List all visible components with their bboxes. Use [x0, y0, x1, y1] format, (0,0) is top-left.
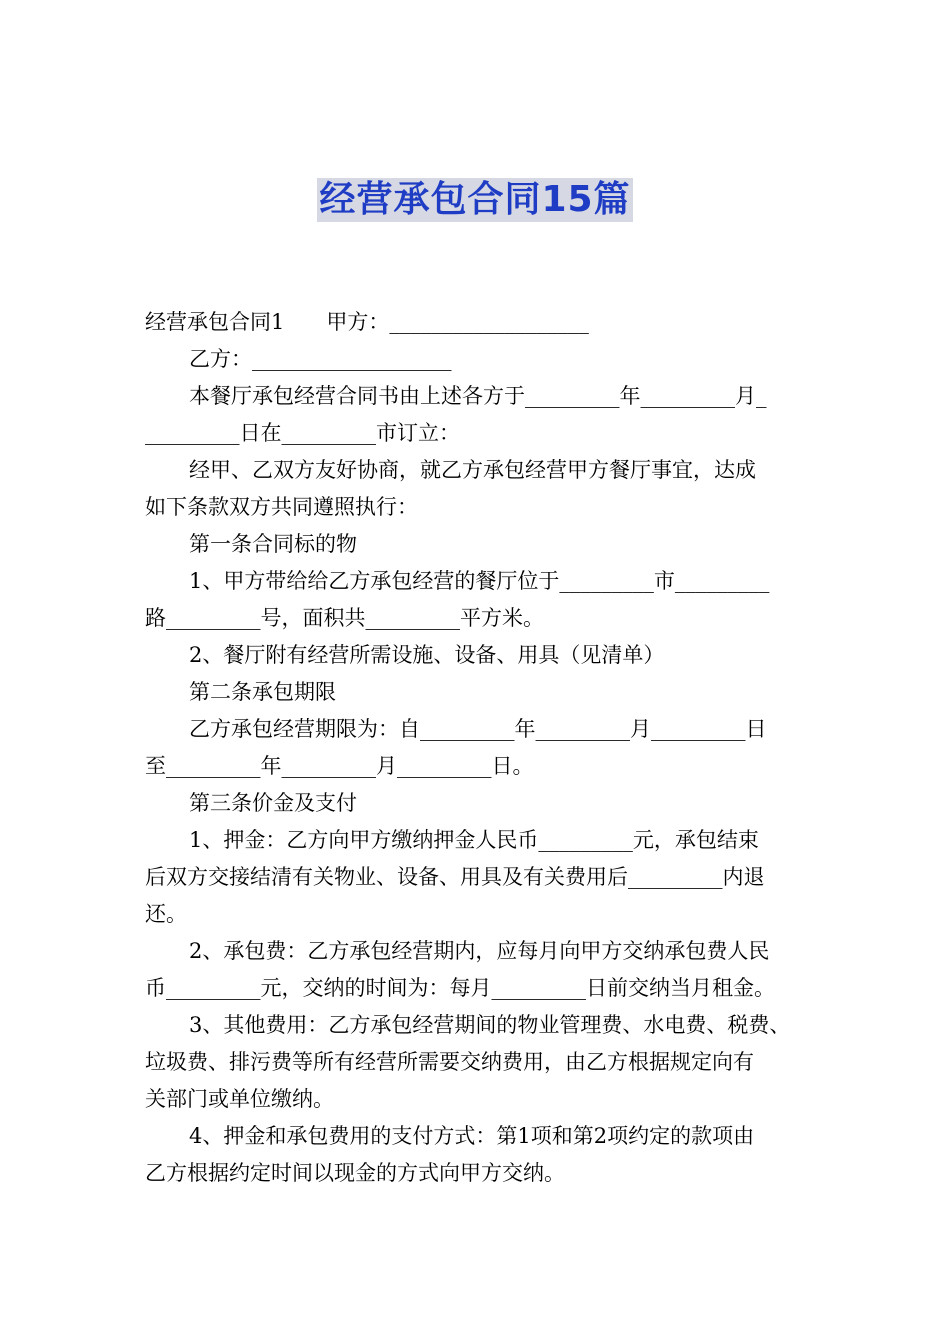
paragraph-line: 如下条款双方共同遵照执行：: [145, 495, 418, 519]
paragraph-line: 乙方根据约定时间以现金的方式向甲方交纳。: [145, 1161, 565, 1185]
paragraph-line: 垃圾费、排污费等所有经营所需要交纳费用，由乙方根据规定向有: [145, 1050, 754, 1074]
paragraph-line: _________日在_________市订立：: [145, 421, 460, 445]
paragraph-line: 4、押金和承包费用的支付方式：第1项和第2项约定的款项由: [189, 1124, 755, 1148]
paragraph-line: 1、押金：乙方向甲方缴纳押金人民币_________元，承包结束: [189, 828, 759, 852]
paragraph-line: 乙方承包经营期限为：自_________年_________月_________日: [189, 717, 767, 741]
paragraph-line: 经甲、乙双方友好协商，就乙方承包经营甲方餐厅事宜，达成: [189, 458, 756, 482]
paragraph-line: 3、其他费用：乙方承包经营期间的物业管理费、水电费、税费、: [189, 1013, 791, 1037]
paragraph-line: 还。: [145, 902, 187, 926]
document-body: [145, 304, 810, 1192]
title-container: [0, 178, 950, 222]
paragraph-line: 2、餐厅附有经营所需设施、设备、用具（见清单）: [189, 643, 665, 667]
paragraph-line: 后双方交接结清有关物业、设备、用具及有关费用后_________内退: [145, 865, 765, 889]
paragraph-line: 经营承包合同1 甲方：___________________: [145, 310, 589, 334]
paragraph-line: 本餐厅承包经营合同书由上述各方于_________年_________月_: [189, 384, 767, 408]
document-title: 经营承包合同15篇: [319, 179, 631, 220]
paragraph-line: 第三条价金及支付: [189, 791, 357, 815]
paragraph-line: 2、承包费：乙方承包经营期内，应每月向甲方交纳承包费人民: [189, 939, 770, 963]
paragraph-line: 乙方：___________________: [189, 347, 452, 371]
paragraph-line: 第二条承包期限: [189, 680, 336, 704]
paragraph-line: 路_________号，面积共_________平方米。: [145, 606, 544, 630]
paragraph-line: 第一条合同标的物: [189, 532, 357, 556]
paragraph-line: 1、甲方带给给乙方承包经营的餐厅位于_________市_________: [189, 569, 770, 593]
paragraph-line: 至_________年_________月_________日。: [145, 754, 534, 778]
paragraph-line: 关部门或单位缴纳。: [145, 1087, 334, 1111]
paragraph-line: 币_________元，交纳的时间为：每月_________日前交纳当月租金。: [145, 976, 775, 1000]
